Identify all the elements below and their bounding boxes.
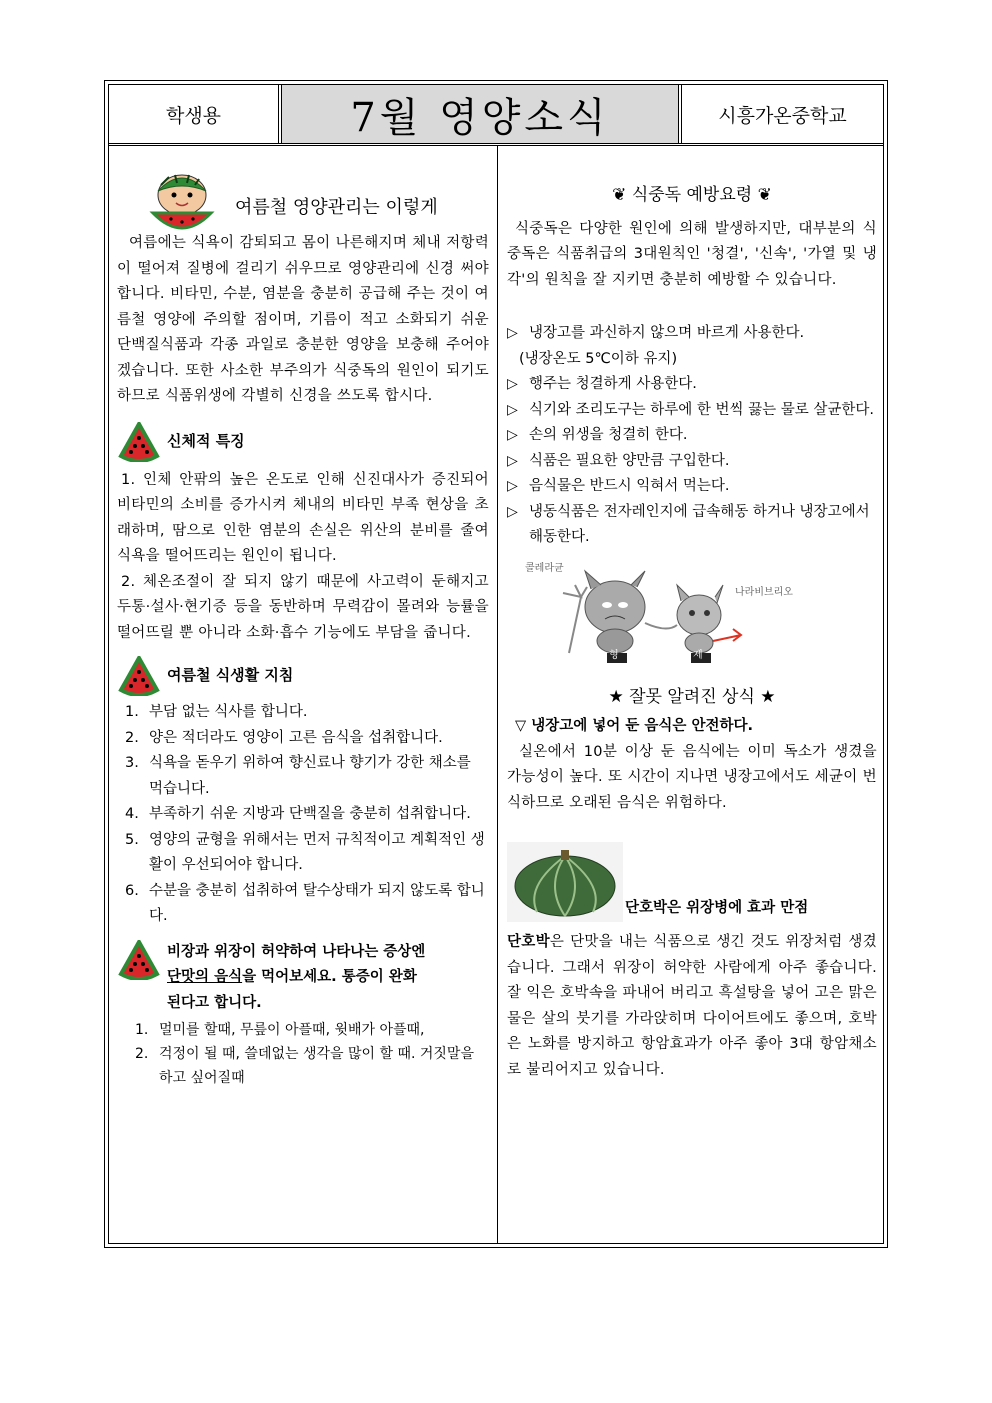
list-item: ▷ 냉장고를 과신하지 않으며 바르게 사용한다. bbox=[507, 325, 805, 341]
right-column bbox=[507, 183, 877, 1083]
list-item: 6. 수분을 충분히 섭취하여 탈수상태가 되지 않도록 합니다. bbox=[125, 882, 485, 924]
guide-heading bbox=[117, 656, 489, 696]
germ-devils-illustration bbox=[527, 563, 777, 663]
myth-body: 실온에서 10분 이상 둔 음식에는 이미 독소가 생겼을 가능성이 높다. 또 시간이 지나면 냉장고에서도 세균이 번식하므로 오래된 음식은 위험하다. bbox=[507, 743, 877, 811]
list-item: ▷ 행주는 청결하게 사용한다. bbox=[507, 376, 697, 392]
left-column bbox=[117, 173, 489, 1090]
pumpkin-body bbox=[507, 930, 877, 1083]
newsletter-inner bbox=[108, 84, 884, 1244]
pumpkin-icon bbox=[507, 842, 623, 922]
body-features-p1: 1. 인체 안팎의 높은 온도로 인해 신진대사가 증진되어 비타민의 소비를 증가시켜 체내의 비타민 부족 현상을 초래하며, 땀으로 인한 염분의 손실은 위산의 분비를 줄여 식욕을 떨어뜨리는 원인이 됩니다. bbox=[117, 471, 489, 564]
pumpkin-text: 은 단맛을 내는 식품으로 생긴 것도 위장처럼 생겼습니다. 그래서 위장이 허약한 사람에게 아주 좋습니다. 잘 익은 호박속을 파내어 버리고 흑설탕을 넣어 고은 맑은 물은 살의 붓기를 가라앉히며 다이어트에도 좋으며, 호박은 노화를 방지하고 항암효과가 아주 좋아 3대 항암채소로 불리어지고 있습니다. bbox=[507, 934, 877, 1078]
pumpkin-heading bbox=[507, 842, 877, 926]
myth-subtitle: ▽ 냉장고에 넣어 둔 음식은 안전하다. bbox=[515, 718, 753, 734]
intro-body: 여름에는 식욕이 감퇴되고 몸이 나른해지며 체내 저항력이 떨어져 질병에 걸리기 쉬우므로 영양관리에 신경 써야 합니다. 비타민, 수분, 염분을 충분히 공급해 주는 것이 여름철 영양에 주의할 점이며, 기름이 적고 소화되기 쉬운 단백질식품과 각종 과일로 충분한 영양을 보충해 주어야겠습니다. 또한 사소한 부주의가 식중독의 원인이 되기도 하므로 식품위생에 각별히 신경을 쓰도록 합시다. bbox=[117, 235, 489, 404]
germ-label-4: 제 bbox=[693, 649, 703, 661]
list-item: 1. 부담 없는 식사를 합니다. bbox=[125, 704, 308, 720]
list-item: ▷ 냉동식품은 전자레인지에 급속해동 하거나 냉장고에서 해동한다. bbox=[507, 503, 870, 545]
list-item: ▷ 음식물은 반드시 익혀서 먹는다. bbox=[507, 478, 730, 494]
intro-heading bbox=[117, 173, 489, 231]
sweet-text bbox=[167, 940, 489, 1017]
sweet-line1: 비장과 위장이 허약하여 나타나는 증상엔 bbox=[167, 943, 426, 960]
sweet-list bbox=[117, 1018, 489, 1090]
germ-label-2: 나라비브리오 bbox=[735, 586, 793, 598]
sweet-underlined: 단맛의 음식 bbox=[167, 969, 243, 985]
watermelon-slice-icon bbox=[117, 656, 161, 696]
pumpkin-title: 단호박은 위장병에 효과 만점 bbox=[625, 900, 809, 916]
list-item: 2. 걱정이 될 때, 쓸데없는 생각을 많이 할 때. 거짓말을 하고 싶어질때 bbox=[135, 1045, 474, 1086]
body-features-p2: 2. 체온조절이 잘 되지 않기 때문에 사고력이 둔해지고 두통·설사·현기증 등을 동반하며 무력감이 몰려와 능률을 떨어뜨릴 뿐 아니라 소화·흡수 기능에도 부담을 줍니다. bbox=[117, 573, 489, 641]
body-features-heading bbox=[117, 422, 489, 462]
list-item: (냉장온도 5℃이하 유지) bbox=[519, 350, 678, 367]
intro-title: 여름철 영양관리는 이렇게 bbox=[235, 197, 438, 218]
watermelon-slice-icon bbox=[117, 940, 161, 980]
guide-list bbox=[117, 700, 489, 930]
germ-label-3: 형 bbox=[609, 649, 619, 661]
school-name: 시흥가온중학교 bbox=[681, 85, 883, 143]
list-item: 2. 양은 적더라도 영양이 고른 음식을 섭취합니다. bbox=[125, 729, 443, 746]
newsletter-title: 7월 영양소식 bbox=[281, 85, 679, 143]
sweet-section bbox=[117, 940, 489, 1018]
food-poisoning-body: 식중독은 다양한 원인에 의해 발생하지만, 대부분의 식중독은 식품취급의 3대원칙인 '청결', '신속', '가열 및 냉각'의 원칙을 잘 지키면 충분히 예방할 수 있습니다. bbox=[507, 220, 877, 288]
newsletter-frame bbox=[104, 80, 888, 1248]
list-item: 5. 영양의 균형을 위해서는 먼저 규칙적이고 계획적인 생활이 우선되어야 합니다. bbox=[125, 831, 485, 873]
list-item: ▷ 식기와 조리도구는 하루에 한 번씩 끓는 물로 살균한다. bbox=[507, 401, 875, 418]
myth-title: ★ 잘못 알려진 상식 ★ bbox=[608, 686, 776, 707]
audience-label: 학생용 bbox=[109, 85, 279, 143]
list-item: 1. 멀미를 할때, 무릎이 아플때, 윗배가 아플때, bbox=[135, 1021, 425, 1038]
food-poisoning-title: ❦ 식중독 예방요령 ❦ bbox=[612, 185, 772, 205]
watermelon-girl-icon bbox=[139, 173, 225, 231]
column-divider bbox=[497, 145, 498, 1243]
sweet-line3: 된다고 합니다. bbox=[167, 994, 262, 1011]
sweet-line2: 을 먹어보세요. 통증이 완화 bbox=[242, 969, 417, 985]
header-row bbox=[109, 85, 883, 146]
list-item: ▷ 손의 위생을 청결히 한다. bbox=[507, 427, 688, 443]
guide-title: 여름철 식생활 지침 bbox=[167, 666, 294, 685]
pumpkin-lead: 단호박 bbox=[507, 934, 550, 950]
germ-label-1: 콜레라균 bbox=[525, 562, 564, 574]
list-item: 4. 부족하기 쉬운 지방과 단백질을 충분히 섭취합니다. bbox=[125, 806, 471, 822]
watermelon-slice-icon bbox=[117, 422, 161, 462]
list-item: 3. 식욕을 돋우기 위하여 향신료나 향기가 강한 채소를 먹습니다. bbox=[125, 755, 471, 797]
germ-cartoon bbox=[507, 563, 877, 663]
prevention-list bbox=[507, 321, 877, 551]
body-features-title: 신체적 특징 bbox=[167, 431, 245, 450]
list-item: ▷ 식품은 필요한 양만큼 구입한다. bbox=[507, 452, 730, 469]
